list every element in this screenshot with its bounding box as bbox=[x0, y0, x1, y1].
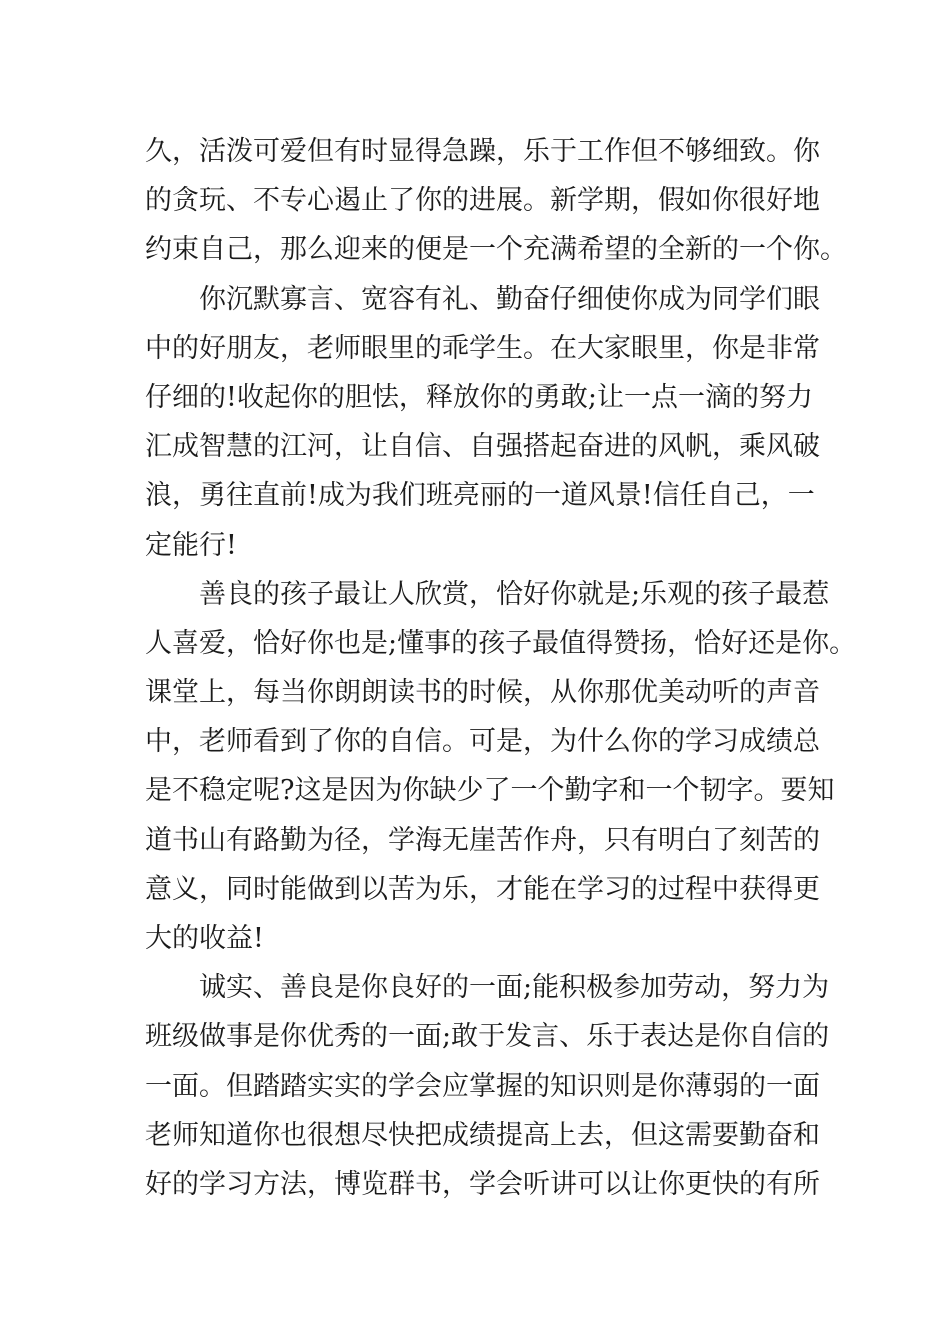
text-line: 老师知道你也很想尽快把成绩提高上去，但这需要勤奋和 bbox=[145, 1119, 820, 1151]
text-line: 浪，勇往直前!成为我们班亮丽的一道风景!信任自己，一 bbox=[145, 480, 815, 512]
document-body bbox=[145, 127, 857, 1209]
text-line: 仔细的!收起你的胆怯，释放你的勇敢;让一点一滴的努力 bbox=[145, 381, 813, 413]
text-line: 善良的孩子最让人欣赏，恰好你就是;乐观的孩子最惹 bbox=[199, 578, 830, 610]
text-line: 是不稳定呢?这是因为你缺少了一个勤字和一个韧字。要知 bbox=[145, 775, 835, 807]
text-line: 大的收益! bbox=[145, 923, 264, 954]
text-line: 久，活泼可爱但有时显得急躁，乐于工作但不够细致。你 bbox=[145, 136, 820, 167]
text-line: 汇成智慧的江河，让自信、自强搭起奋进的风帆，乘风破 bbox=[145, 431, 820, 463]
text-line: 人喜爱，恰好你也是;懂事的孩子最值得赞扬，恰好还是你。 bbox=[145, 627, 857, 659]
text-line: 约束自己，那么迎来的便是一个充满希望的全新的一个你。 bbox=[145, 234, 847, 266]
text-line: 意义，同时能做到以苦为乐，才能在学习的过程中获得更 bbox=[145, 873, 820, 905]
text-line: 你沉默寡言、宽容有礼、勤奋仔细使你成为同学们眼 bbox=[199, 283, 820, 315]
text-line: 定能行! bbox=[145, 529, 237, 561]
text-line: 一面。但踏踏实实的学会应掌握的知识则是你薄弱的一面 bbox=[145, 1070, 820, 1102]
text-line: 中，老师看到了你的自信。可是，为什么你的学习成绩总 bbox=[145, 726, 820, 758]
text-line: 中的好朋友，老师眼里的乖学生。在大家眼里，你是非常 bbox=[145, 332, 820, 364]
text-line: 的贪玩、不专心遏止了你的进展。新学期，假如你很好地 bbox=[145, 185, 820, 217]
text-line: 诚实、善良是你良好的一面;能积极参加劳动，努力为 bbox=[199, 972, 830, 1004]
text-line: 道书山有路勤为径，学海无崖苦作舟，只有明白了刻苦的 bbox=[145, 824, 820, 856]
text-line: 好的学习方法，博览群书，学会听讲可以让你更快的有所 bbox=[145, 1168, 820, 1200]
text-line: 课堂上，每当你朗朗读书的时候，从你那优美动听的声音 bbox=[145, 677, 820, 709]
text-line: 班级做事是你优秀的一面;敢于发言、乐于表达是你自信的 bbox=[145, 1021, 830, 1053]
